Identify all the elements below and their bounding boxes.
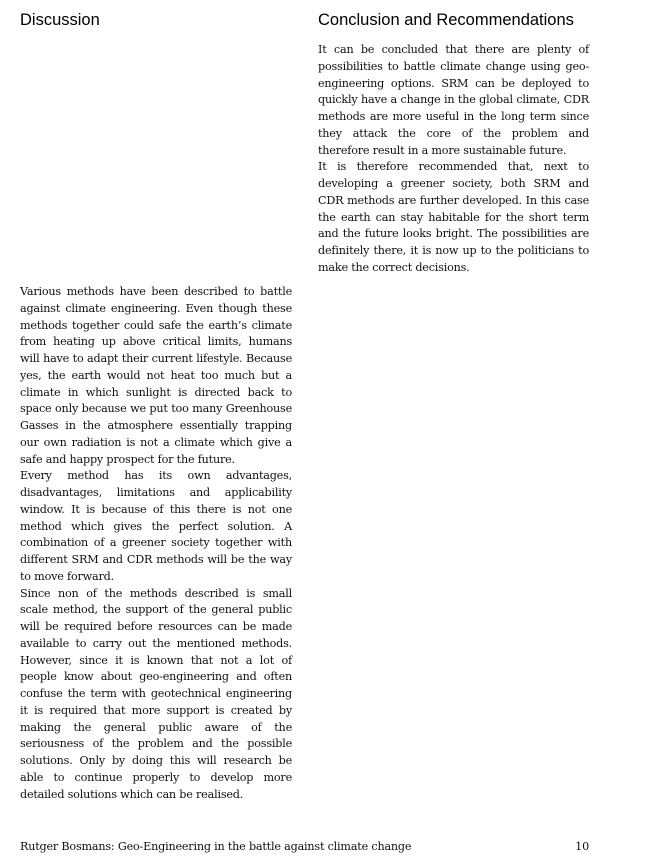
discussion-paragraph: Various methods have been described to battle against climate engineering. Even though these methods together could safe the earth’s climate from heating up above critical limits, humans will have to adapt their current lifestyle. Because yes, the earth would not heat too much but a climate in which sunlight is directed back to space only because we put too many Greenhouse Gasses in the atmosphere essentially trapping our own radiation is not a climate which give a safe and happy prospect for the future. xyxy=(20,285,292,466)
discussion-paragraph: Since non of the methods described is small scale method, the support of the general public will be required before resources can be made available to carry out the mentioned methods. However, since it is known that not a lot of people know about geo-engineering and often confuse the term with geotechnical engineering it is required that more support is created by making the general public aware of the seriousness of the problem and the possible solutions. Only by doing this will research be able to continue properly to develop more detailed solutions which can be realised. xyxy=(20,586,292,801)
conclusion-paragraph: It is therefore recommended that, next to developing a greener society, both SRM and CDR methods are further developed. In this case the earth can stay habitable for the short term and the future looks bright. The possibilities are definitely there, it is now up to the politicians to make the correct decisions. xyxy=(318,160,589,274)
discussion-body xyxy=(20,284,292,803)
discussion-heading: Discussion xyxy=(20,11,100,29)
page-footer xyxy=(20,839,589,855)
page-number: 10 xyxy=(575,840,589,853)
conclusion-heading: Conclusion and Recommendations xyxy=(318,11,574,29)
discussion-paragraph: Every method has its own advantages, disadvantages, limitations and applicability window. It is because of this there is not one method which gives the perfect solution. A combination of a greener society together with different SRM and CDR methods will be the way to move forward. xyxy=(20,469,292,583)
conclusion-paragraph: It can be concluded that there are plenty of possibilities to battle climate change using geo-engineering options. SRM can be deployed to quickly have a change in the global climate, CDR methods are more useful in the long term since they attack the core of the problem and therefore result in a more sustainable future. xyxy=(318,43,589,157)
running-title: Rutger Bosmans: Geo-Engineering in the battle against climate change xyxy=(20,840,412,853)
conclusion-body xyxy=(318,42,589,277)
